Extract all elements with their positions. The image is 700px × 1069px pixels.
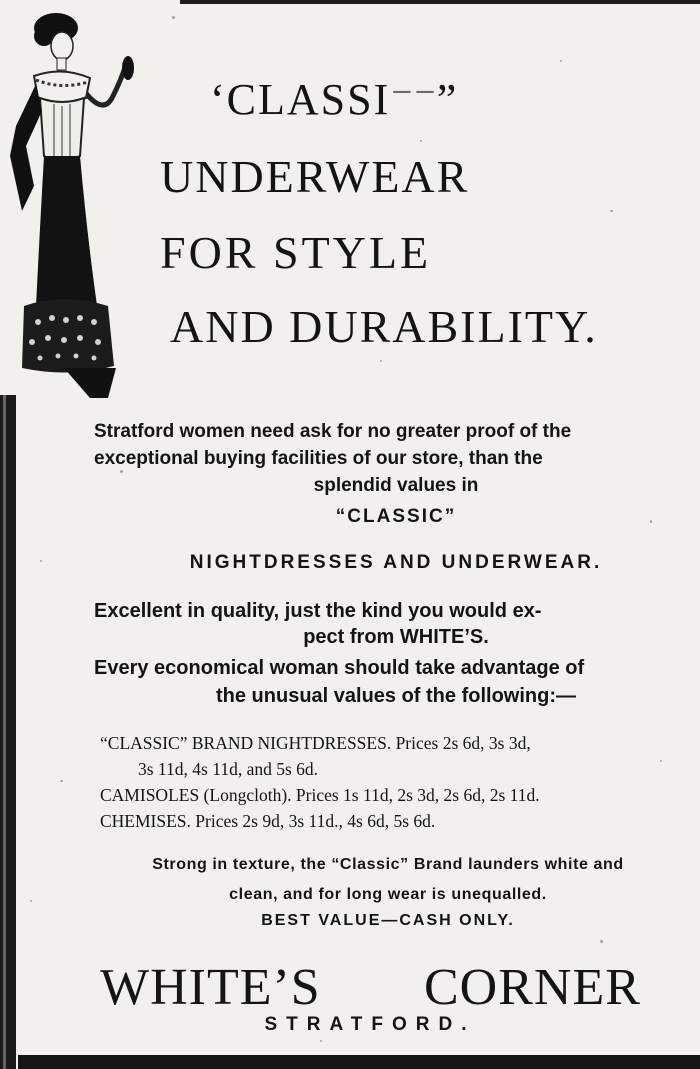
texture-paragraph [78, 850, 698, 910]
economical-line-2: the unusual values of the following:— [215, 685, 576, 707]
economical-paragraph [94, 654, 698, 710]
product-nightdresses [100, 730, 540, 782]
economical-line-1: Every economical woman should take advantage of [94, 657, 585, 679]
headline-line-1: ‘CLASSI⁻⁻” [210, 75, 459, 124]
headline-line-3: FOR STYLE [160, 227, 432, 278]
product-nightdresses-line-2: 3s 11d, 4s 11d, and 5s 6d. [138, 759, 319, 779]
headline-line-4: AND DURABILITY. [170, 301, 598, 352]
intro-line-3: splendid values in [313, 475, 479, 496]
product-nightdresses-line-1: “CLASSIC” BRAND NIGHTDRESSES. Prices 2s 6d, 3s 3d, [100, 733, 531, 753]
headline-line-2: UNDERWEAR [160, 151, 470, 202]
product-chemises: CHEMISES. Prices 2s 9d, 3s 11d., 4s 6d, 5s 6d. [100, 811, 436, 831]
product-camisoles: CAMISOLES (Longcloth). Prices 1s 11d, 2s 3d, 2s 6d, 2s 11d. [100, 785, 540, 805]
product-price-list [100, 730, 540, 834]
best-value-line: BEST VALUE—CASH ONLY. [261, 912, 515, 929]
nightwear-heading: NIGHTDRESSES AND UNDERWEAR. [189, 552, 603, 573]
quality-line-2: pect from WHITE’S. [303, 626, 489, 648]
quality-line-1: Excellent in quality, just the kind you would ex- [94, 600, 542, 622]
intro-line-2: exceptional buying facilities of our store, than the [94, 448, 543, 469]
texture-line-2: clean, and for long wear is unequalled. [229, 886, 547, 903]
bottom-border-rule [18, 1055, 700, 1069]
store-name-word-1: WHITE’S [100, 959, 321, 1016]
store-name-word-2: CORNER [424, 959, 641, 1016]
top-border-rule [180, 0, 700, 4]
woman-in-gown-icon [4, 6, 154, 398]
brand-quote: “CLASSIC” [335, 506, 457, 527]
quality-paragraph [94, 598, 698, 650]
intro-paragraph [94, 418, 698, 499]
town-name: STRATFORD. [264, 1014, 476, 1035]
intro-line-1: Stratford women need ask for no greater proof of the [94, 421, 572, 442]
left-border-bar [0, 395, 16, 1069]
texture-line-1: Strong in texture, the “Classic” Brand launders white and [152, 856, 624, 873]
